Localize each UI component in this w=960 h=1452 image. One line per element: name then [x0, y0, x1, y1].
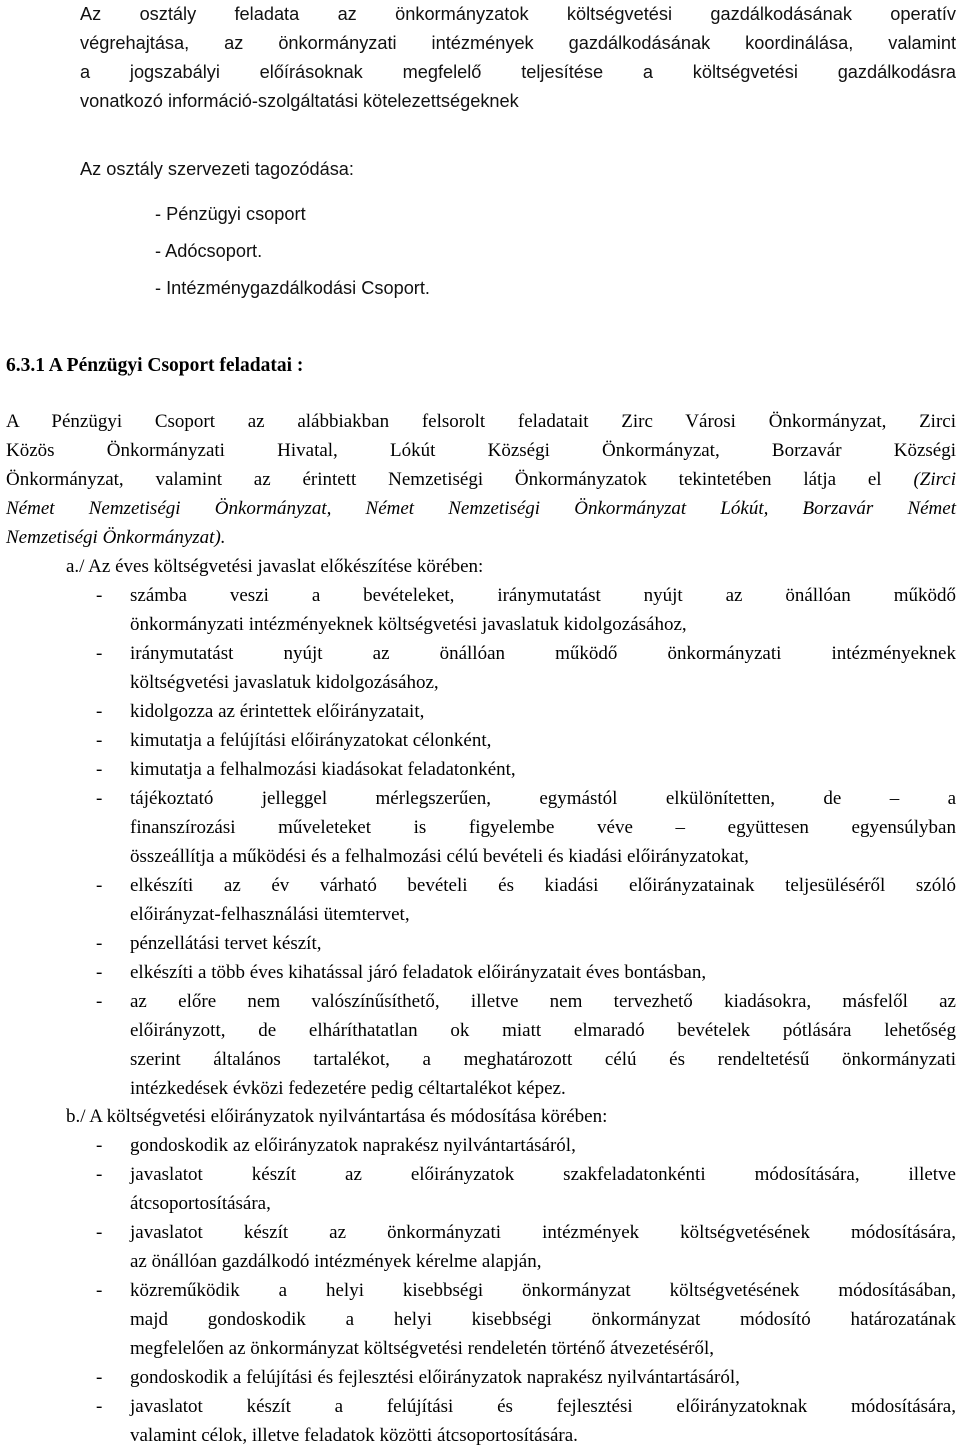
body-line: Közös Önkormányzati Hivatal, Lókút Községi Önkormányzat, Borzavár Községi	[6, 440, 956, 461]
list-item	[6, 1363, 956, 1392]
list-item-line: közreműködik a helyi kisebbségi önkormányzat költségvetésének módosításában,	[130, 1280, 956, 1301]
list-item-line: kimutatja a felhalmozási kiadásokat feladatonként,	[130, 759, 516, 780]
part-a-heading	[6, 552, 956, 581]
list-item-line: az előre nem valószínűsíthető, illetve nem tervezhető kiadásokra, másfelől az	[130, 991, 956, 1012]
bullet-dash: -	[96, 759, 103, 780]
part-b-label: b./	[66, 1106, 86, 1127]
body-line	[6, 523, 956, 552]
list-item-line: megfelelően az önkormányzat költségvetési rendeletén történő átvezetéséről,	[130, 1338, 714, 1359]
list-item-line: elkészíti a több éves kihatással járó feladatok előirányzatait éves bontásban,	[130, 962, 707, 983]
bullet-dash: -	[96, 585, 103, 606]
list-item-line: átcsoportosítására,	[130, 1193, 271, 1214]
intro-line: vonatkozó információ-szolgáltatási kötelezettségeknek	[80, 91, 519, 111]
list-item-line: javaslatot készít az önkormányzati intézmények költségvetésének módosítására,	[130, 1222, 956, 1243]
list-item-line: önkormányzati intézményeknek költségvetési javaslatuk kidolgozásához,	[130, 614, 687, 635]
bullet-dash: -	[96, 788, 103, 809]
list-item: - Pénzügyi csoport	[155, 204, 306, 224]
bullet-dash: -	[96, 1164, 103, 1185]
list-item	[6, 1218, 956, 1276]
intro-line: Az osztály feladata az önkormányzatok költségvetési gazdálkodásának operatív	[80, 4, 956, 24]
list-item-line: az önállóan gazdálkodó intézmények kérelme alapján,	[130, 1251, 542, 1272]
body-italic-text: Német Nemzetiségi Önkormányzat, Német Nemzetiségi Önkormányzat Lókút, Borzavár Német	[6, 498, 956, 519]
list-item-text	[130, 1276, 956, 1363]
section-title: 6.3.1 A Pénzügyi Csoport feladatai :	[6, 355, 304, 376]
list-item	[6, 697, 956, 726]
list-item-line: tájékoztató jelleggel mérlegszerűen, egymástól elkülönítetten, de – a	[130, 788, 956, 809]
list-item	[6, 1276, 956, 1363]
bullet-dash: -	[96, 875, 103, 896]
list-item-line: gondoskodik a felújítási és fejlesztési előirányzatok naprakész nyilvántartásáról,	[130, 1367, 740, 1388]
list-item	[6, 581, 956, 639]
list-item-text	[130, 639, 956, 697]
list-item-text	[130, 1363, 956, 1392]
list-item	[6, 1392, 956, 1450]
list-item	[6, 639, 956, 697]
bullet-dash: -	[96, 1135, 103, 1156]
list-item-line: előirányzat-felhasználási ütemtervet,	[130, 904, 410, 925]
list-item-line: számba veszi a bevételeket, iránymutatást nyújt az önállóan működő	[130, 585, 956, 606]
body-line	[6, 494, 956, 523]
bullet-dash: -	[96, 1367, 103, 1388]
tagozodas-heading: Az osztály szervezeti tagozódása:	[80, 159, 354, 179]
body-line	[6, 465, 956, 494]
list-item-text	[130, 726, 956, 755]
list-item-text	[130, 929, 956, 958]
list-item-text	[130, 581, 956, 639]
list-item: - Adócsoport.	[155, 241, 263, 261]
part-a-list	[6, 581, 956, 1103]
list-item-line: összeállítja a működési és a felhalmozási célú bevételi és kiadási előirányzatokat,	[130, 846, 749, 867]
list-item	[6, 1131, 956, 1160]
bullet-dash: -	[96, 701, 103, 722]
bullet-dash: -	[96, 730, 103, 751]
intro-line: végrehajtása, az önkormányzati intézmények gazdálkodásának koordinálása, valamint	[80, 33, 956, 53]
list-item-line: gondoskodik az előirányzatok naprakész nyilvántartásáról,	[130, 1135, 576, 1156]
list-item-text	[130, 958, 956, 987]
list-item-line: szerint általános tartalékot, a meghatározott célú és rendeltetésű önkormányzati	[130, 1049, 956, 1070]
list-item-line: majd gondoskodik a helyi kisebbségi önkormányzat módosító határozatának	[130, 1309, 956, 1330]
list-item-line: kimutatja a felújítási előirányzatokat célonként,	[130, 730, 492, 751]
body-italic-text: Nemzetiségi Önkormányzat).	[6, 527, 226, 548]
section-body	[6, 407, 956, 552]
list-item-line: javaslatot készít a felújítási és fejlesztési előirányzatoknak módosítására,	[130, 1396, 956, 1417]
list-item-text	[130, 1160, 956, 1218]
list-item: - Intézménygazdálkodási Csoport.	[155, 278, 430, 298]
list-item-line: javaslatot készít az előirányzatok szakfeladatonkénti módosítására, illetve	[130, 1164, 956, 1185]
part-b-heading	[6, 1102, 956, 1131]
list-item-text	[130, 755, 956, 784]
bullet-dash: -	[96, 643, 103, 664]
bullet-dash: -	[96, 1396, 103, 1417]
list-item-line: pénzellátási tervet készít,	[130, 933, 322, 954]
list-item	[6, 755, 956, 784]
intro-line: a jogszabályi előírásoknak megfelelő teljesítése a költségvetési gazdálkodásra	[80, 62, 956, 82]
list-item-line: valamint célok, illetve feladatok közötti átcsoportosítására.	[130, 1425, 578, 1446]
bullet-dash: -	[96, 991, 103, 1012]
intro-paragraph	[80, 0, 956, 116]
part-a-heading-text: Az éves költségvetési javaslat előkészítése körében:	[88, 556, 484, 577]
bullet-dash: -	[96, 962, 103, 983]
list-item-text	[130, 697, 956, 726]
list-item-line: kidolgozza az érintettek előirányzatait,	[130, 701, 425, 722]
body-italic-text: (Zirci	[913, 469, 957, 490]
bullet-dash: -	[96, 1222, 103, 1243]
list-item-line: előirányzott, de elháríthatatlan ok miatt elmaradó bevételek pótlására lehetőség	[130, 1020, 956, 1041]
part-a	[6, 552, 956, 1103]
list-item	[6, 871, 956, 929]
list-item-line: intézkedések évközi fedezetére pedig céltartalékot képez.	[130, 1078, 566, 1099]
list-item-line: költségvetési javaslatuk kidolgozásához,	[130, 672, 439, 693]
body-line-text: Önkormányzat, valamint az érintett Nemzetiségi Önkormányzatok tekintetében látja el	[6, 469, 882, 490]
part-b	[6, 1102, 956, 1450]
list-item-text	[130, 784, 956, 871]
part-b-list	[6, 1131, 956, 1450]
list-item-text	[130, 871, 956, 929]
body-line: A Pénzügyi Csoport az alábbiakban felsorolt feladatait Zirc Városi Önkormányzat, Zirci	[6, 411, 956, 432]
list-item-text	[130, 1218, 956, 1276]
part-b-heading-text: A költségvetési előirányzatok nyilvántartása és módosítása körében:	[89, 1106, 608, 1127]
list-item-text	[130, 1392, 956, 1450]
list-item	[6, 929, 956, 958]
list-item-line: finanszírozási műveleteket is figyelembe véve – együttesen egyensúlyban	[130, 817, 956, 838]
list-item-text	[130, 1131, 956, 1160]
bullet-dash: -	[96, 933, 103, 954]
bullet-dash: -	[96, 1280, 103, 1301]
part-a-label: a./	[66, 556, 85, 577]
list-item	[6, 987, 956, 1103]
list-item	[6, 958, 956, 987]
list-item-text	[130, 987, 956, 1103]
list-item-line: iránymutatást nyújt az önállóan működő önkormányzati intézményeknek	[130, 643, 956, 664]
list-item-line: elkészíti az év várható bevételi és kiadási előirányzatainak teljesüléséről szóló	[130, 875, 956, 896]
list-item	[6, 726, 956, 755]
list-item	[6, 1160, 956, 1218]
tagozodas-list	[155, 196, 430, 307]
list-item	[6, 784, 956, 871]
